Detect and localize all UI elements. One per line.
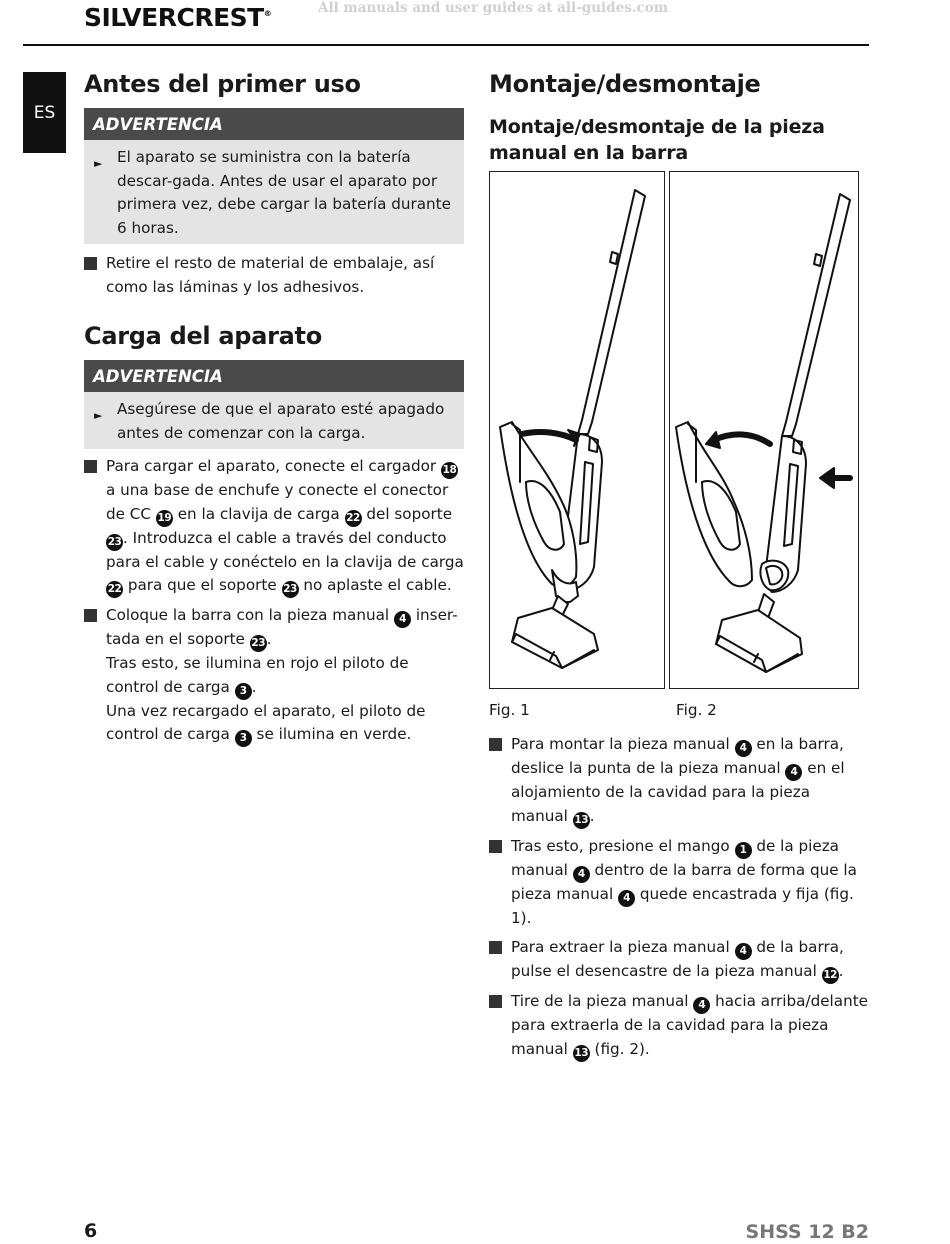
warning-text: Asegúrese de que el aparato esté apagado antes de comenzar con la carga. xyxy=(117,400,445,442)
list-item: Para extraer la pieza manual 4 de la barra, pulse el desencastre de la pieza manual 12 . xyxy=(489,936,870,984)
square-bullet-icon xyxy=(489,995,502,1008)
arrow-bullet-icon: ► xyxy=(94,157,103,170)
square-bullet-icon xyxy=(489,840,502,853)
list-item: Coloque la barra con la pieza manual 4 inser-tada en el soporte 23 . Tras esto, se ilumina en rojo el piloto de control de carga 3 . Una vez recargado el aparato, el piloto de control de carga 3 se ilumina en verde. xyxy=(84,604,464,747)
model-number: SHSS 12 B2 xyxy=(745,1221,869,1243)
part-number-badge: 18 xyxy=(441,462,458,479)
part-number-badge: 23 xyxy=(250,635,267,652)
figure-2 xyxy=(669,171,859,689)
square-bullet-icon xyxy=(84,609,97,622)
list-item: Tras esto, presione el mango 1 de la pieza manual 4 dentro de la barra de forma que la pieza manual 4 quede encastrada y fija (fig. 1). xyxy=(489,835,870,931)
list-item: Para montar la pieza manual 4 en la barra, deslice la punta de la pieza manual 4 en el alojamiento de la cavidad para la pieza manual 13 . xyxy=(489,733,870,829)
part-number-badge: 4 xyxy=(735,943,752,960)
square-bullet-icon xyxy=(489,738,502,751)
part-number-badge: 12 xyxy=(822,967,839,984)
header-rule xyxy=(23,44,869,46)
watermark: All manuals and user guides at all-guides.com xyxy=(318,0,669,16)
section-title-montaje: Montaje/desmontaje xyxy=(489,70,761,98)
brand-logo: SILVERCREST® xyxy=(84,3,272,32)
vacuum-illustration-fig2 xyxy=(670,172,857,687)
warning-box-2 xyxy=(84,360,464,449)
arrow-bullet-icon: ► xyxy=(94,409,103,422)
part-number-badge: 22 xyxy=(345,510,362,527)
figure-1 xyxy=(489,171,665,689)
left-column xyxy=(84,68,464,747)
square-bullet-icon xyxy=(489,941,502,954)
part-number-badge: 4 xyxy=(735,740,752,757)
square-bullet-icon xyxy=(84,257,97,270)
warning-text: El aparato se suministra con la batería descar-gada. Antes de usar el aparato por primera vez, debe cargar la batería durante 6 horas. xyxy=(117,148,451,237)
list-item: Para cargar el aparato, conecte el cargador 18 a una base de enchufe y conecte el conector de CC 19 en la clavija de carga 22 del soporte 23 . Introduzca el cable a través del conducto para el cable y conéctelo en la clavija de carga 22 para que el soporte 23 no aplaste el cable. xyxy=(84,455,464,598)
list-item: Tire de la pieza manual 4 hacia arriba/delante para extraerla de la cavidad para la pieza manual 13 (fig. 2). xyxy=(489,990,870,1062)
part-number-badge: 4 xyxy=(785,764,802,781)
part-number-badge: 19 xyxy=(156,510,173,527)
part-number-badge: 4 xyxy=(573,866,590,883)
vacuum-illustration-fig1 xyxy=(490,172,663,687)
language-tab: ES xyxy=(23,72,66,153)
section-title-carga: Carga del aparato xyxy=(84,322,322,350)
square-bullet-icon xyxy=(84,460,97,473)
part-number-badge: 4 xyxy=(394,611,411,628)
part-number-badge: 4 xyxy=(618,890,635,907)
part-number-badge: 13 xyxy=(573,1045,590,1062)
part-number-badge: 1 xyxy=(735,842,752,859)
part-number-badge: 3 xyxy=(235,730,252,747)
part-number-badge: 13 xyxy=(573,812,590,829)
list-item: Retire el resto de material de embalaje, así como las láminas y los adhesivos. xyxy=(84,252,464,299)
right-list xyxy=(489,733,870,1062)
warning-label: ADVERTENCIA xyxy=(84,108,464,140)
right-column xyxy=(489,68,870,166)
figure-2-caption: Fig. 2 xyxy=(676,701,717,719)
section-title-antes: Antes del primer uso xyxy=(84,70,361,98)
part-number-badge: 22 xyxy=(106,581,123,598)
part-number-badge: 23 xyxy=(282,581,299,598)
part-number-badge: 4 xyxy=(693,997,710,1014)
part-number-badge: 3 xyxy=(235,683,252,700)
subsection-title: Montaje/desmontaje de la pieza manual en la barra xyxy=(489,116,825,164)
warning-label: ADVERTENCIA xyxy=(84,360,464,392)
part-number-badge: 23 xyxy=(106,534,123,551)
figure-1-caption: Fig. 1 xyxy=(489,701,530,719)
warning-box-1 xyxy=(84,108,464,244)
page-number: 6 xyxy=(84,1220,98,1242)
